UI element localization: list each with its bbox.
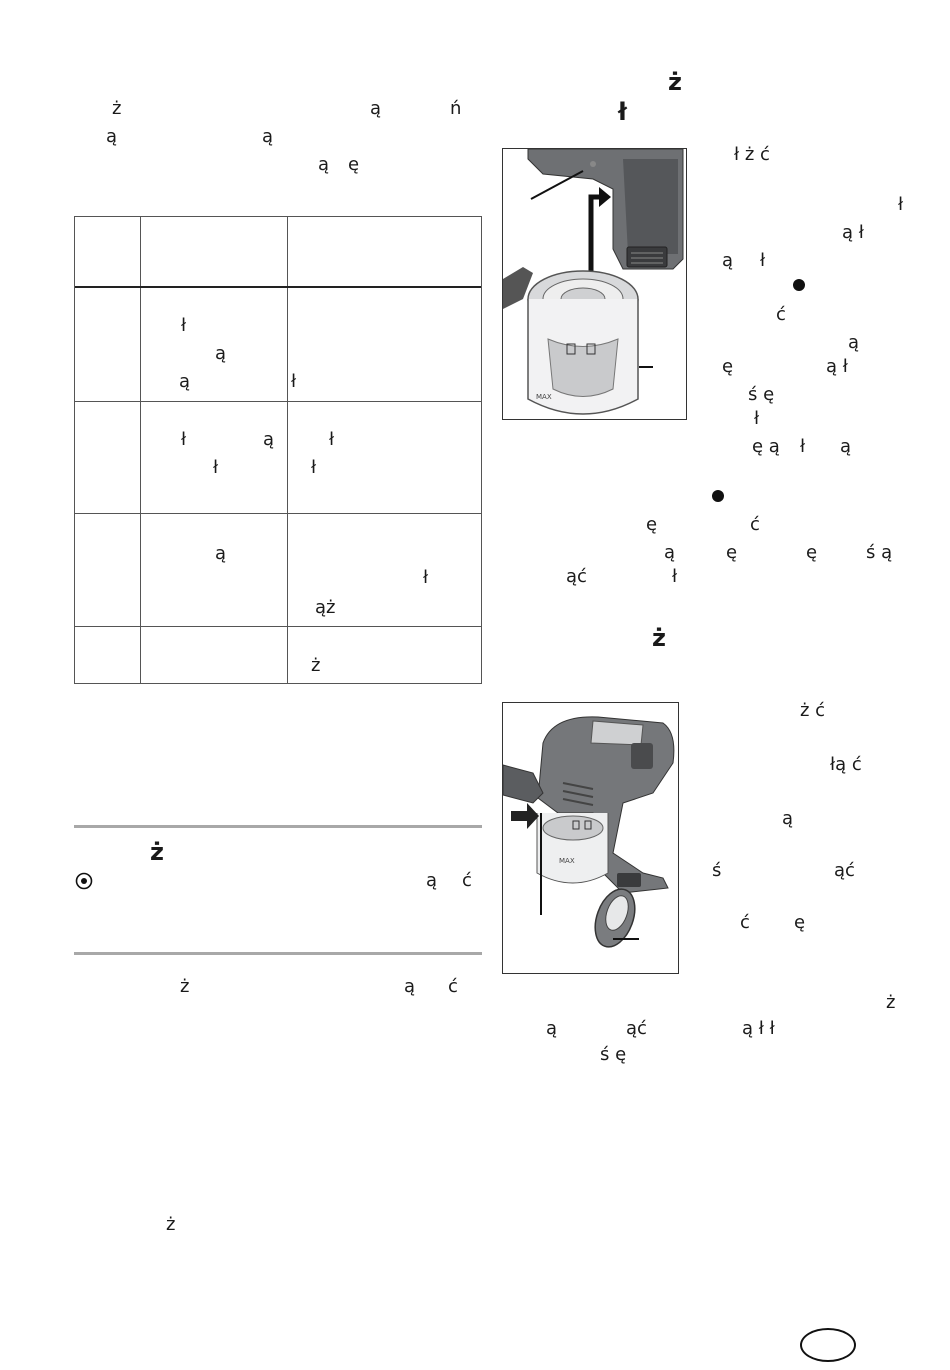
paragraph-text: ł — [800, 436, 806, 457]
table-cell: ł — [213, 457, 219, 478]
section-text: ć — [462, 870, 472, 891]
data-table — [74, 216, 482, 684]
table-cell: ą — [179, 371, 191, 392]
paragraph-text: ć — [776, 304, 786, 325]
paragraph-text: ż ć — [800, 700, 826, 721]
paragraph-text: ś ą — [866, 542, 893, 563]
table-cell: ą — [215, 543, 227, 564]
intro-char: ą — [106, 126, 118, 147]
section-rule — [74, 825, 482, 828]
paragraph-text: ś ę — [600, 1044, 627, 1065]
paragraph-text: ę — [806, 542, 818, 563]
figure-dustbin-attach — [502, 148, 687, 420]
paragraph-text: ę — [726, 542, 738, 563]
max-label: MAX — [536, 393, 552, 401]
paragraph-text: ż — [886, 992, 896, 1013]
paragraph-text: ł ż ć — [734, 144, 770, 165]
intro-char: ż — [112, 98, 122, 119]
info-circle-icon — [75, 872, 93, 890]
paragraph-text: ą — [664, 542, 676, 563]
paragraph-text: ą — [840, 436, 852, 457]
heading-1: ż — [668, 68, 682, 96]
table-cell: ł — [181, 315, 187, 336]
table-cell: ł — [329, 429, 335, 450]
intro-char: ą — [262, 126, 274, 147]
paragraph-text: łą ć — [830, 754, 862, 775]
section-heading: ż — [150, 838, 164, 866]
section-text: ą — [426, 870, 438, 891]
paragraph-text: ć — [750, 514, 760, 535]
heading-1-line2: ł — [618, 98, 627, 126]
paragraph-text: ą ł — [842, 222, 864, 243]
paragraph-text: ą — [848, 332, 860, 353]
paragraph-text: ł — [754, 408, 760, 429]
figure-dustbin-release — [502, 702, 679, 974]
max-label: MAX — [559, 857, 575, 865]
section-rule — [74, 952, 482, 955]
table-cell: ą — [215, 343, 227, 364]
paragraph-text: ę ą — [752, 436, 780, 457]
paragraph-text: ś ę — [748, 384, 775, 405]
intro-char: ą — [370, 98, 382, 119]
paragraph-text: ą — [782, 808, 794, 829]
intro-char: ą — [318, 154, 330, 175]
paragraph-text: ł — [898, 194, 904, 215]
table-cell: ż — [311, 655, 321, 676]
paragraph-text: ą — [546, 1018, 558, 1039]
intro-char: ę — [348, 154, 360, 175]
bullet-icon — [711, 489, 725, 503]
paragraph-text: ąć — [834, 860, 855, 881]
paragraph-text: ę — [722, 356, 734, 377]
paragraph-text: ą ł — [826, 356, 848, 377]
table-cell: ł — [423, 567, 429, 588]
paragraph-text: ą — [722, 250, 734, 271]
paragraph-text: ę — [646, 514, 658, 535]
paragraph-text: ę — [794, 912, 806, 933]
paragraph-text: ąć — [626, 1018, 647, 1039]
table-cell: ł — [181, 429, 187, 450]
bullet-icon — [792, 278, 806, 292]
paragraph-text: ą ł ł — [742, 1018, 775, 1039]
paragraph-text: ć — [448, 976, 458, 997]
paragraph-text: ą — [404, 976, 416, 997]
heading-2: ż — [652, 624, 666, 652]
table-cell: ł — [291, 371, 297, 392]
language-badge — [800, 1328, 856, 1362]
paragraph-text: ż — [180, 976, 190, 997]
table-cell: ąż — [315, 597, 336, 618]
paragraph-text: ć — [740, 912, 750, 933]
paragraph-text: ś — [712, 860, 722, 881]
paragraph-text: ł — [672, 566, 678, 587]
bottom-note: ż — [166, 1214, 176, 1235]
table-cell: ł — [311, 457, 317, 478]
intro-char: ń — [450, 98, 462, 119]
paragraph-text: ł — [760, 250, 766, 271]
table-cell: ą — [263, 429, 275, 450]
paragraph-text: ąć — [566, 566, 587, 587]
